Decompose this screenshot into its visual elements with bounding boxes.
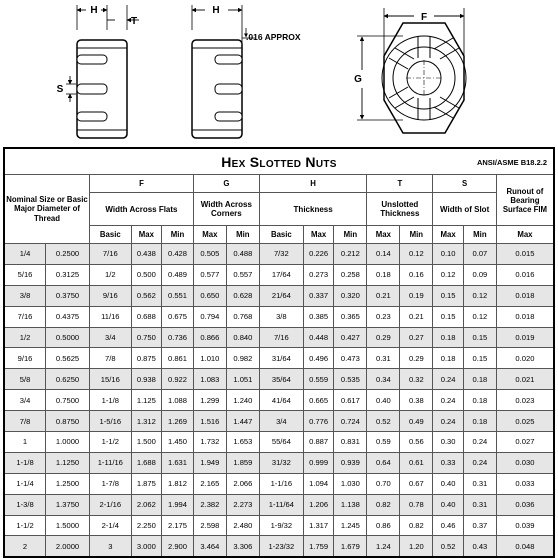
dim-F-label: F [420, 12, 428, 23]
table-cell: 0.505 [193, 244, 226, 265]
table-cell: 0.07 [463, 244, 496, 265]
table-cell: 0.52 [433, 536, 464, 557]
table-cell: 0.12 [463, 285, 496, 306]
table-cell: 0.40 [433, 473, 464, 494]
table-cell: 0.6250 [46, 369, 90, 390]
table-cell: 0.015 [496, 244, 554, 265]
table-cell: 0.70 [367, 473, 400, 494]
table-cell: 1.875 [131, 473, 162, 494]
group-letter-G: G [193, 175, 259, 193]
table-cell: 0.023 [496, 390, 554, 411]
table-cell: 3.306 [226, 536, 259, 557]
table-cell: 0.19 [400, 285, 433, 306]
table-cell: 0.018 [496, 306, 554, 327]
table-cell: 0.31 [463, 473, 496, 494]
table-cell: 1.653 [226, 432, 259, 453]
table-cell: 2.175 [162, 515, 194, 536]
table-cell: 0.3125 [46, 264, 90, 285]
col-min: Min [226, 226, 259, 244]
table-cell: 2.480 [226, 515, 259, 536]
table-cell: 2-1/16 [90, 494, 132, 515]
table-row [4, 452, 554, 473]
col-max: Max [496, 226, 554, 244]
table-cell: 0.617 [334, 390, 367, 411]
col-min: Min [162, 226, 194, 244]
table-cell: 0.10 [433, 244, 464, 265]
table-cell: 0.21 [400, 306, 433, 327]
table-cell: 0.61 [400, 452, 433, 473]
table-row [4, 244, 554, 265]
table-cell: 0.428 [162, 244, 194, 265]
table-cell: 0.37 [463, 515, 496, 536]
table-cell: 1.206 [303, 494, 334, 515]
table-cell: 0.40 [433, 494, 464, 515]
table-cell: 0.15 [463, 327, 496, 348]
table-cell: 0.12 [400, 244, 433, 265]
table-cell: 1 [4, 432, 46, 453]
table-cell: 0.3750 [46, 285, 90, 306]
group-caption-T: Unslotted Thickness [367, 193, 433, 226]
table-cell: 1.631 [162, 452, 194, 473]
table-cell: 0.21 [367, 285, 400, 306]
dim-T-label: T [131, 16, 138, 27]
table-cell: 0.12 [433, 264, 464, 285]
table-cell: 0.18 [367, 264, 400, 285]
table-row [4, 390, 554, 411]
table-cell: 1.125 [131, 390, 162, 411]
table-cell: 0.4375 [46, 306, 90, 327]
table-cell: 0.31 [463, 494, 496, 515]
table-cell: 0.82 [400, 515, 433, 536]
table-cell: 7/16 [4, 306, 46, 327]
table-cell: 1.240 [226, 390, 259, 411]
table-cell: 0.650 [193, 285, 226, 306]
top-view-drawing [354, 8, 466, 133]
table-cell: 0.020 [496, 348, 554, 369]
group-letter-T: T [367, 175, 433, 193]
table-cell: 0.939 [334, 452, 367, 473]
table-cell: 0.09 [463, 264, 496, 285]
standard-label: ANSI/ASME B18.2.2 [476, 158, 547, 167]
table-cell: 0.337 [303, 285, 334, 306]
table-row [4, 285, 554, 306]
table-cell: 5/16 [4, 264, 46, 285]
table-cell: 9/16 [90, 285, 132, 306]
table-cell: 0.724 [334, 411, 367, 432]
table-cell: 0.675 [162, 306, 194, 327]
table-cell: 1.299 [193, 390, 226, 411]
table-cell: 0.438 [131, 244, 162, 265]
table-cell: 1.812 [162, 473, 194, 494]
table-cell: 1/2 [4, 327, 46, 348]
table-cell: 0.036 [496, 494, 554, 515]
table-row [4, 348, 554, 369]
table-cell: 1-11/16 [90, 452, 132, 473]
table-cell: 1.030 [334, 473, 367, 494]
table-cell: 0.18 [463, 411, 496, 432]
table-cell: 0.273 [303, 264, 334, 285]
table-cell: 1.24 [367, 536, 400, 557]
table-cell: 0.665 [303, 390, 334, 411]
table-cell: 0.24 [433, 411, 464, 432]
table-cell: 2.382 [193, 494, 226, 515]
table-cell: 0.5625 [46, 348, 90, 369]
table-row [4, 306, 554, 327]
col-max: Max [193, 226, 226, 244]
table-cell: 0.320 [334, 285, 367, 306]
table-cell: 7/16 [90, 244, 132, 265]
table-cell: 0.5000 [46, 327, 90, 348]
table-cell: 2.062 [131, 494, 162, 515]
table-cell: 1.312 [131, 411, 162, 432]
table-cell: 0.831 [334, 432, 367, 453]
table-cell: 0.875 [131, 348, 162, 369]
table-cell: 7/16 [259, 327, 303, 348]
table-cell: 0.688 [131, 306, 162, 327]
table-cell: 0.15 [433, 306, 464, 327]
table-cell: 0.019 [496, 327, 554, 348]
table-cell: 0.768 [226, 306, 259, 327]
table-cell: 1.245 [334, 515, 367, 536]
table-cell: 11/16 [90, 306, 132, 327]
table-cell: 0.365 [334, 306, 367, 327]
side-view-drawing [57, 5, 139, 138]
table-cell: 3/8 [259, 306, 303, 327]
table-cell: 0.226 [303, 244, 334, 265]
table-cell: 0.866 [193, 327, 226, 348]
table-cell: 1.994 [162, 494, 194, 515]
table-cell: 0.23 [367, 306, 400, 327]
table-cell: 0.025 [496, 411, 554, 432]
table-cell: 41/64 [259, 390, 303, 411]
table-cell: 31/64 [259, 348, 303, 369]
table-cell: 2.598 [193, 515, 226, 536]
table-row [4, 327, 554, 348]
table-cell: 1-1/2 [90, 432, 132, 453]
table-row [4, 369, 554, 390]
table-cell: 0.29 [400, 348, 433, 369]
table-cell: 0.15 [463, 348, 496, 369]
table-cell: 0.551 [162, 285, 194, 306]
side-view-approx-drawing [192, 5, 301, 138]
table-cell: 1.732 [193, 432, 226, 453]
col-max: Max [131, 226, 162, 244]
table-cell: 0.577 [193, 264, 226, 285]
table-cell: 1.759 [303, 536, 334, 557]
table-cell: 1-11/64 [259, 494, 303, 515]
table-cell: 1.447 [226, 411, 259, 432]
table-cell: 0.562 [131, 285, 162, 306]
col-basic: Basic [90, 226, 132, 244]
table-title: Hex Slotted Nuts [221, 153, 337, 170]
table-cell: 3/4 [4, 390, 46, 411]
table-cell: 0.840 [226, 327, 259, 348]
dim-H-label: H [90, 5, 98, 16]
table-cell: 0.736 [162, 327, 194, 348]
table-cell: 3/4 [259, 411, 303, 432]
table-cell: 0.861 [162, 348, 194, 369]
table-row [4, 473, 554, 494]
table-cell: 1.20 [400, 536, 433, 557]
table-cell: 0.938 [131, 369, 162, 390]
table-cell: 0.49 [400, 411, 433, 432]
table-cell: 1.859 [226, 452, 259, 473]
table-cell: 1.094 [303, 473, 334, 494]
col-basic: Basic [259, 226, 303, 244]
table-cell: 0.048 [496, 536, 554, 557]
table-cell: 15/16 [90, 369, 132, 390]
table-cell: 1.269 [162, 411, 194, 432]
table-cell: 0.12 [463, 306, 496, 327]
table-cell: 1.317 [303, 515, 334, 536]
table-cell: 1.500 [131, 432, 162, 453]
table-cell: 3.000 [131, 536, 162, 557]
table-cell: 1.516 [193, 411, 226, 432]
table-cell: 1-1/8 [90, 390, 132, 411]
table-row [4, 264, 554, 285]
table-cell: 0.8750 [46, 411, 90, 432]
table-cell: 0.82 [367, 494, 400, 515]
table-cell: 1-9/32 [259, 515, 303, 536]
table-cell: 2.273 [226, 494, 259, 515]
table-cell: 0.27 [400, 327, 433, 348]
table-cell: 1-7/8 [90, 473, 132, 494]
table-cell: 2.066 [226, 473, 259, 494]
table-cell: 2.165 [193, 473, 226, 494]
table-cell: 1-1/2 [4, 515, 46, 536]
table-cell: 0.212 [334, 244, 367, 265]
table-cell: 0.24 [463, 452, 496, 473]
table-cell: 2 [4, 536, 46, 557]
table-cell: 0.34 [367, 369, 400, 390]
table-cell: 0.52 [367, 411, 400, 432]
table-cell: 0.40 [367, 390, 400, 411]
table-cell: 3/4 [90, 327, 132, 348]
table-cell: 0.559 [303, 369, 334, 390]
group-caption-H: Thickness [259, 193, 367, 226]
group-letter-S: S [433, 175, 497, 193]
table-cell: 0.999 [303, 452, 334, 473]
col-min: Min [334, 226, 367, 244]
table-cell: 0.496 [303, 348, 334, 369]
table-cell: 1.450 [162, 432, 194, 453]
dim-G-label: G [354, 74, 362, 85]
table-cell: 5/8 [4, 369, 46, 390]
table-cell: 0.2500 [46, 244, 90, 265]
table-cell: 0.33 [433, 452, 464, 473]
table-cell: 9/16 [4, 348, 46, 369]
group-caption-F: Width Across Flats [90, 193, 194, 226]
table-cell: 0.15 [433, 285, 464, 306]
table-cell: 1-3/8 [4, 494, 46, 515]
table-cell: 21/64 [259, 285, 303, 306]
table-cell: 0.18 [463, 390, 496, 411]
table-cell: 0.887 [303, 432, 334, 453]
table-cell: 0.67 [400, 473, 433, 494]
table-cell: 7/8 [4, 411, 46, 432]
table-cell: 1.949 [193, 452, 226, 473]
table-cell: 1.2500 [46, 473, 90, 494]
table-cell: 1-1/4 [4, 473, 46, 494]
table-cell: 2.250 [131, 515, 162, 536]
table-cell: 31/32 [259, 452, 303, 473]
dim-S-label: S [56, 84, 64, 95]
table-cell: 0.18 [433, 348, 464, 369]
table-cell: 0.56 [400, 432, 433, 453]
col-min: Min [463, 226, 496, 244]
group-letter-F: F [90, 175, 194, 193]
table-cell: 0.027 [496, 432, 554, 453]
table-cell: 0.86 [367, 515, 400, 536]
table-cell: 1.3750 [46, 494, 90, 515]
table-cell: 0.535 [334, 369, 367, 390]
nut-drawings [0, 0, 558, 148]
table-cell: 3 [90, 536, 132, 557]
table-cell: 0.488 [226, 244, 259, 265]
approx-label: .016 APPROX [246, 32, 301, 42]
table-cell: 0.628 [226, 285, 259, 306]
table-row [4, 515, 554, 536]
table-cell: 3.464 [193, 536, 226, 557]
table-cell: 0.7500 [46, 390, 90, 411]
table-cell: 0.030 [496, 452, 554, 473]
table-cell: 1.688 [131, 452, 162, 473]
group-caption-S: Width of Slot [433, 193, 497, 226]
group-caption-G: Width Across Corners [193, 193, 259, 226]
col-max: Max [367, 226, 400, 244]
table-cell: 0.18 [433, 327, 464, 348]
table-cell: 0.46 [433, 515, 464, 536]
table-body [4, 244, 554, 558]
table-cell: 0.922 [162, 369, 194, 390]
table-cell: 2-1/4 [90, 515, 132, 536]
table-cell: 0.43 [463, 536, 496, 557]
table-cell: 7/32 [259, 244, 303, 265]
table-cell: 0.033 [496, 473, 554, 494]
dim-H2-label: H [212, 5, 220, 16]
table-cell: 0.776 [303, 411, 334, 432]
table-title-cell [4, 148, 554, 175]
table-cell: 0.16 [400, 264, 433, 285]
table-cell: 7/8 [90, 348, 132, 369]
table-cell: 0.385 [303, 306, 334, 327]
table-cell: 1-23/32 [259, 536, 303, 557]
runout-header: Runout of Bearing Surface FIM [496, 175, 554, 226]
table-cell: 17/64 [259, 264, 303, 285]
table-cell: 0.24 [433, 369, 464, 390]
table-cell: 0.32 [400, 369, 433, 390]
table-cell: 0.29 [367, 327, 400, 348]
table-cell: 1/4 [4, 244, 46, 265]
size-header: Nominal Size or Basic Major Diameter of Thread [4, 175, 90, 244]
table-cell: 0.14 [367, 244, 400, 265]
table-cell: 0.021 [496, 369, 554, 390]
table-cell: 1.679 [334, 536, 367, 557]
table-cell: 2.0000 [46, 536, 90, 557]
table-cell: 2.900 [162, 536, 194, 557]
table-cell: 0.427 [334, 327, 367, 348]
table-cell: 0.039 [496, 515, 554, 536]
table-cell: 1.010 [193, 348, 226, 369]
table-cell: 0.982 [226, 348, 259, 369]
table-row [4, 411, 554, 432]
table-cell: 55/64 [259, 432, 303, 453]
table-cell: 0.448 [303, 327, 334, 348]
table-cell: 0.473 [334, 348, 367, 369]
table-cell: 1-5/16 [90, 411, 132, 432]
table-cell: 0.38 [400, 390, 433, 411]
table-cell: 0.59 [367, 432, 400, 453]
table-cell: 0.24 [463, 432, 496, 453]
group-letter-H: H [259, 175, 367, 193]
table-cell: 0.78 [400, 494, 433, 515]
table-cell: 1-1/16 [259, 473, 303, 494]
table-cell: 1.088 [162, 390, 194, 411]
table-cell: 0.258 [334, 264, 367, 285]
table-cell: 0.30 [433, 432, 464, 453]
table-cell: 1.138 [334, 494, 367, 515]
table-cell: 1/2 [90, 264, 132, 285]
col-max: Max [433, 226, 464, 244]
table-cell: 0.557 [226, 264, 259, 285]
table-cell: 0.31 [367, 348, 400, 369]
table-cell: 3/8 [4, 285, 46, 306]
table-cell: 1.5000 [46, 515, 90, 536]
table-cell: 1.051 [226, 369, 259, 390]
table-cell: 1-1/8 [4, 452, 46, 473]
table-cell: 0.750 [131, 327, 162, 348]
table-cell: 0.016 [496, 264, 554, 285]
table-cell: 0.794 [193, 306, 226, 327]
table-row [4, 536, 554, 557]
table-cell: 1.083 [193, 369, 226, 390]
table-cell: 0.24 [433, 390, 464, 411]
table-cell: 0.018 [496, 285, 554, 306]
table-cell: 1.1250 [46, 452, 90, 473]
table-cell: 0.500 [131, 264, 162, 285]
table-cell: 0.18 [463, 369, 496, 390]
col-max: Max [303, 226, 334, 244]
table-cell: 0.489 [162, 264, 194, 285]
table-row [4, 432, 554, 453]
table-cell: 0.64 [367, 452, 400, 473]
hex-slotted-nuts-table [3, 147, 555, 558]
col-min: Min [400, 226, 433, 244]
table-cell: 35/64 [259, 369, 303, 390]
table-cell: 1.0000 [46, 432, 90, 453]
